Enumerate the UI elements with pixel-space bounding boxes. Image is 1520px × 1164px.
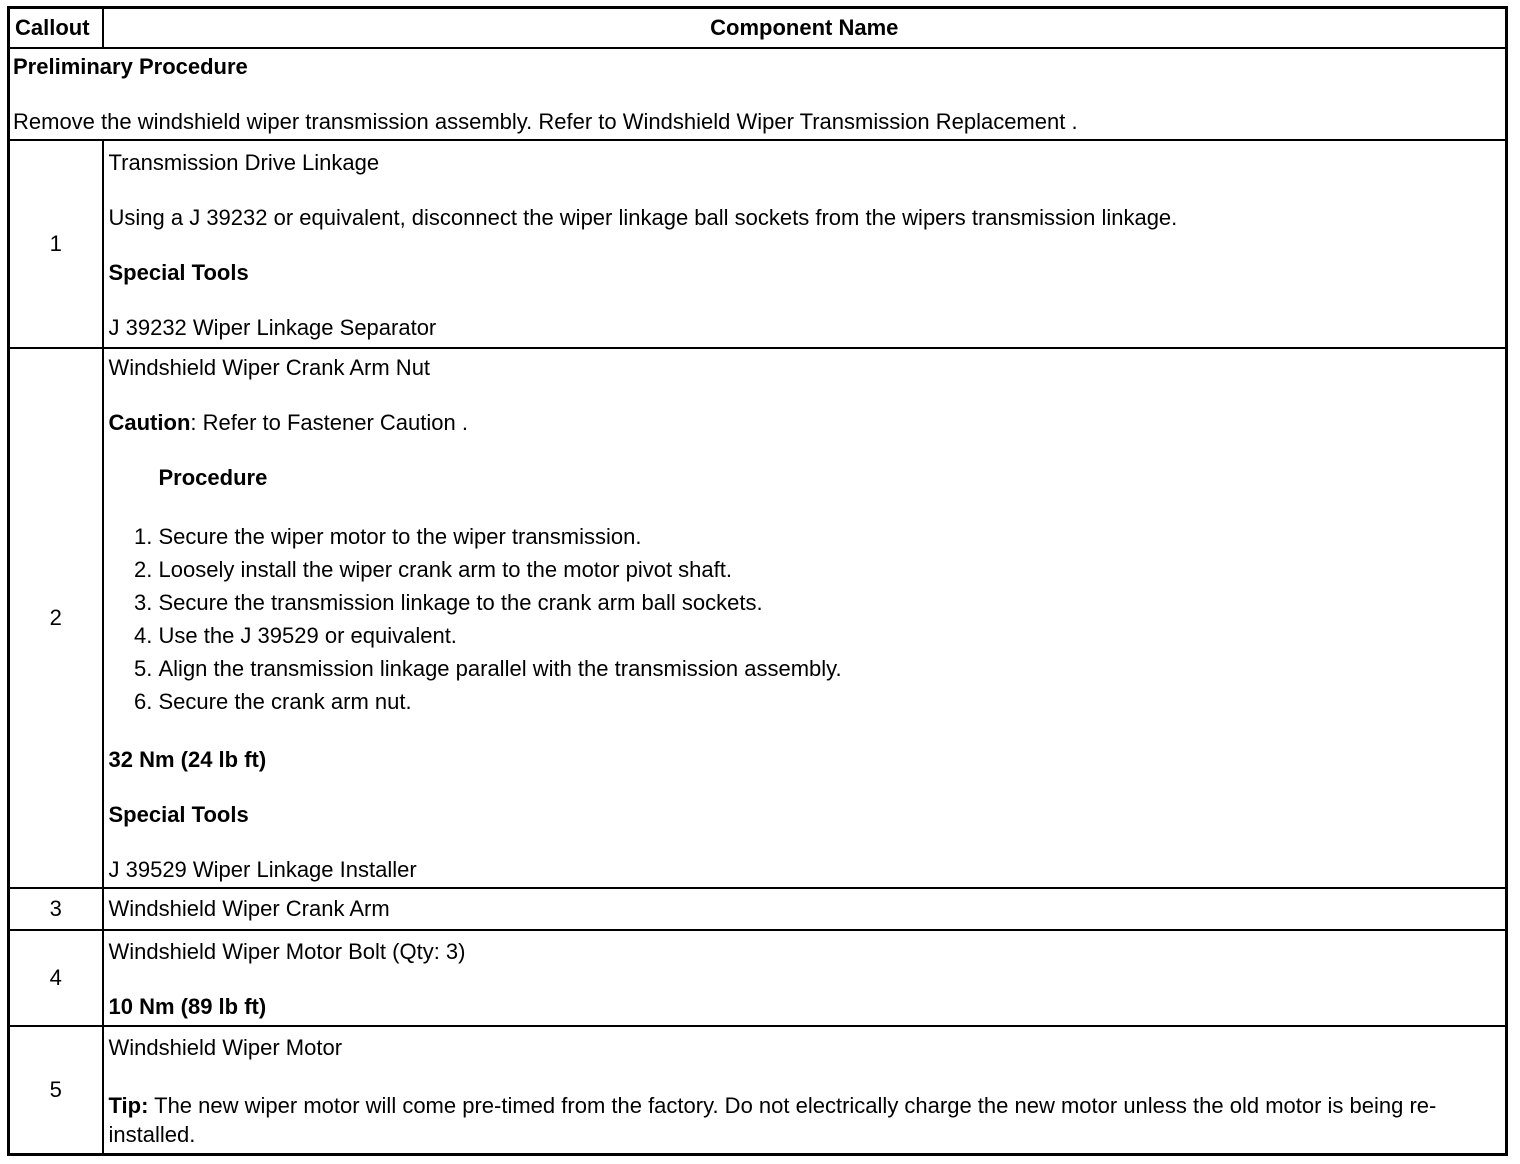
table-row [9, 1026, 1507, 1155]
header-row [9, 8, 1507, 49]
callout-number: 5 [9, 1026, 103, 1155]
preliminary-text: Remove the windshield wiper transmission assembly. Refer to Windshield Wiper Transmission Replacement . [13, 108, 1078, 134]
table-row [9, 140, 1507, 348]
callout-number: 3 [9, 888, 103, 930]
tip-text: The new wiper motor will come pre-timed from the factory. Do not electrically charge the new motor unless the old motor is being re-installed. [108, 1093, 1437, 1147]
procedure-step: 2. Loosely install the wiper crank arm to the motor pivot shaft. [159, 553, 1501, 586]
caution-label: Caution [108, 410, 191, 435]
tip-label: Tip: [108, 1093, 149, 1118]
component-name: Windshield Wiper Motor Bolt (Qty: 3) [108, 938, 466, 964]
caution-text: : Refer to Fastener Caution . [190, 410, 468, 435]
special-tools-label: Special Tools [108, 259, 249, 285]
torque-spec: 10 Nm (89 lb ft) [108, 993, 267, 1019]
component-name: Transmission Drive Linkage [108, 149, 380, 175]
special-tool: J 39529 Wiper Linkage Installer [108, 857, 417, 882]
component-name: Windshield Wiper Crank Arm Nut [108, 355, 431, 380]
table-row [9, 348, 1507, 888]
special-tool: J 39232 Wiper Linkage Separator [108, 314, 437, 340]
callout-number: 1 [9, 140, 103, 348]
header-component-name: Component Name [103, 8, 1507, 49]
caution-line [109, 410, 1501, 436]
procedure-step: 4. Use the J 39529 or equivalent. [159, 619, 1501, 652]
component-name: Windshield Wiper Motor [108, 1035, 343, 1060]
tip-line [109, 1091, 1501, 1149]
procedure-title: Procedure [158, 465, 268, 490]
procedure-step: 6. Secure the crank arm nut. [159, 685, 1501, 718]
special-tools-label: Special Tools [108, 802, 249, 827]
procedure-steps [109, 520, 1501, 718]
component-name: Windshield Wiper Crank Arm [108, 896, 390, 921]
component-table [7, 6, 1508, 1156]
callout-number: 2 [9, 348, 103, 888]
procedure-step: 3. Secure the transmission linkage to the crank arm ball sockets. [159, 586, 1501, 619]
callout-number: 4 [9, 930, 103, 1026]
procedure-step: 1. Secure the wiper motor to the wiper transmission. [159, 520, 1501, 553]
torque-spec: 32 Nm (24 lb ft) [108, 747, 267, 772]
table-row [9, 888, 1507, 930]
table-row [9, 930, 1507, 1026]
header-callout: Callout [9, 8, 103, 49]
instruction-text: Using a J 39232 or equivalent, disconnect the wiper linkage ball sockets from the wipers transmission linkage. [108, 204, 1178, 230]
preliminary-title: Preliminary Procedure [13, 53, 248, 79]
preliminary-row [9, 48, 1507, 140]
procedure-step: 5. Align the transmission linkage parallel with the transmission assembly. [159, 652, 1501, 685]
